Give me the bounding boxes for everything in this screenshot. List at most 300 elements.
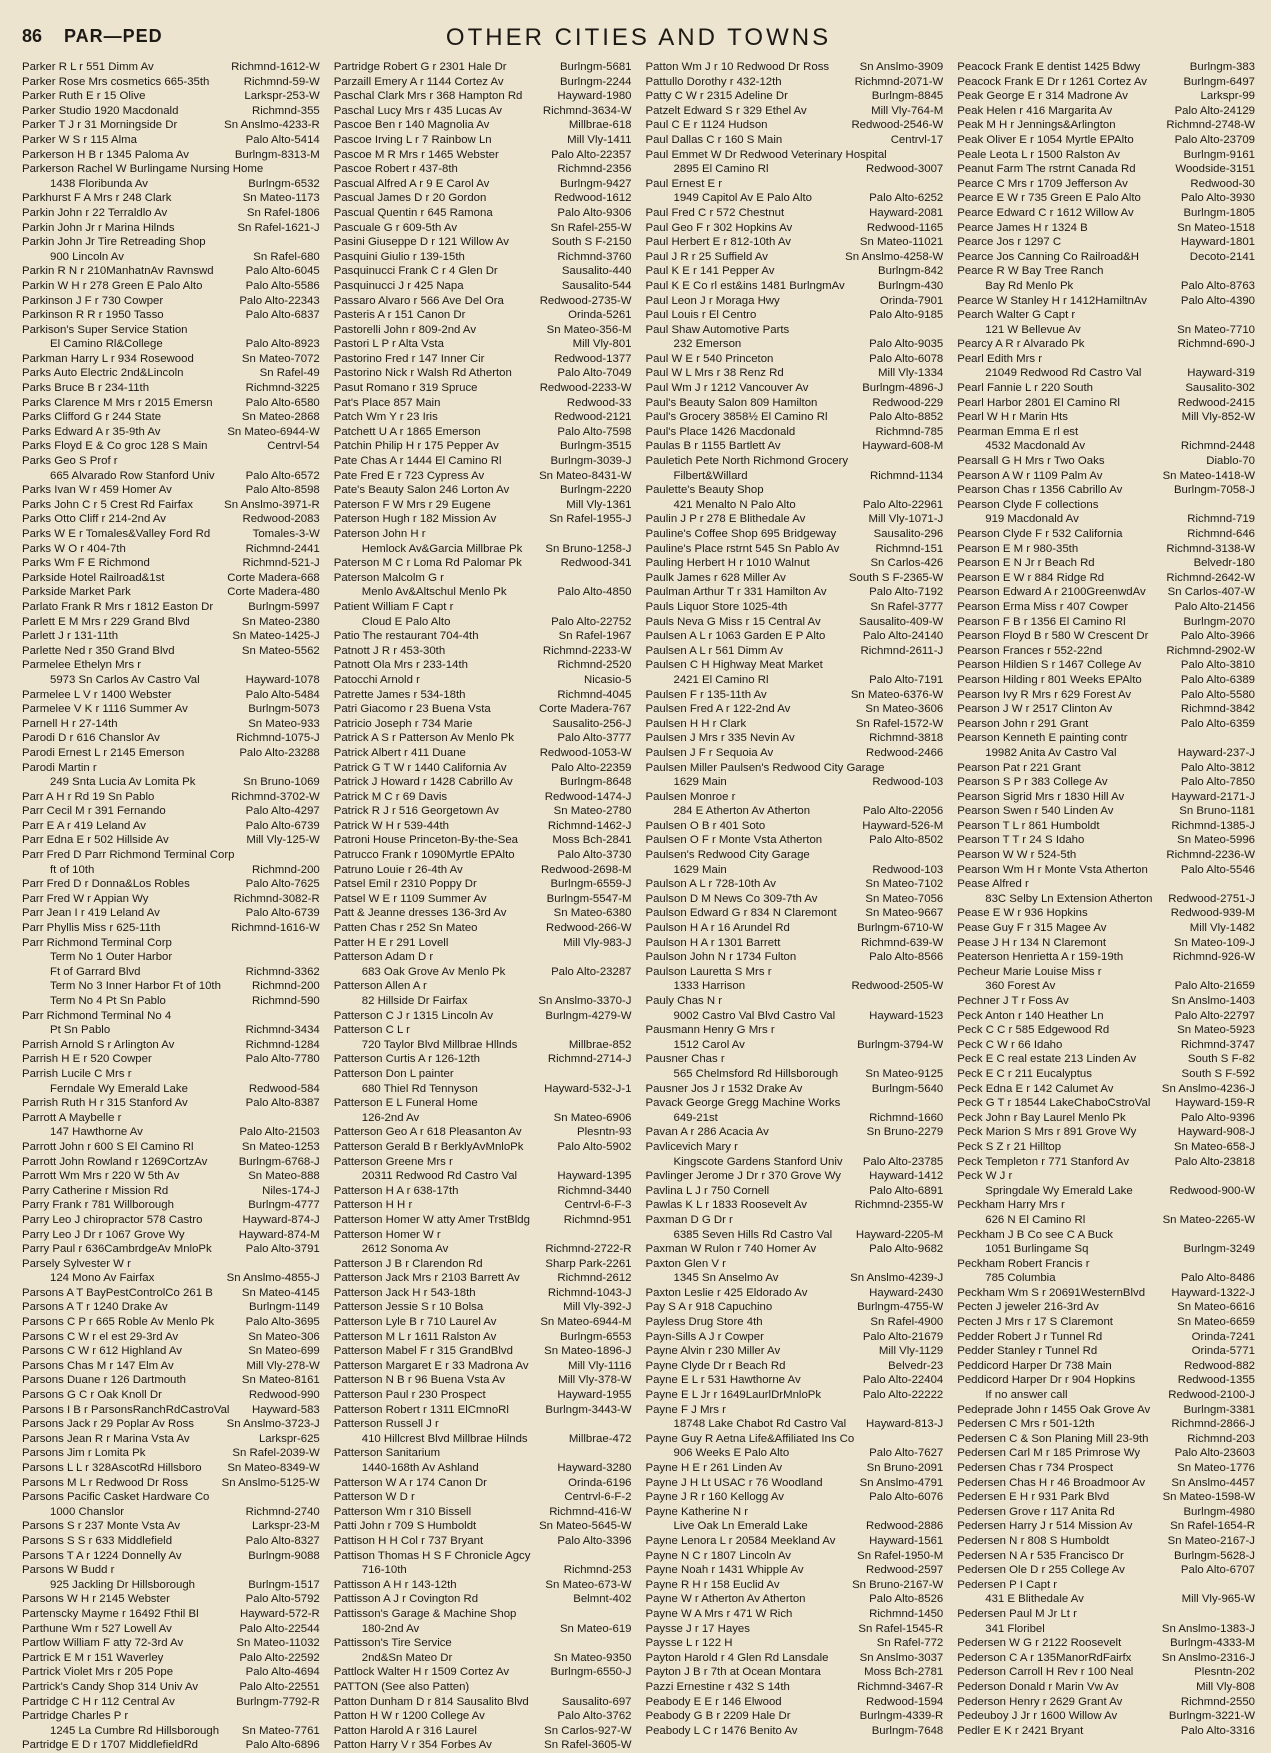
phone-number: Sn Anslmo-4239-J	[850, 1272, 944, 1285]
listing-entry	[646, 571, 944, 586]
listing-name: PATTON (See also Patten)	[333, 1680, 470, 1693]
listing-entry	[957, 1009, 1255, 1024]
listing-entry	[22, 585, 320, 600]
listing-address: 1000 Chanslor	[50, 1505, 125, 1518]
listing-entry	[957, 1344, 1255, 1359]
listing-name: Pearch Walter G Capt r	[957, 309, 1076, 322]
phone-number: Palo Alto-7627	[869, 1447, 944, 1460]
listing-address: 2nd&Sn Mateo Dr	[361, 1651, 453, 1664]
phone-number: Palo Alto-6359	[1180, 717, 1255, 730]
listing-entry	[22, 1009, 320, 1024]
listing-entry	[334, 1184, 632, 1199]
listing-name: Patton Wm J r 10 Redwood Dr Ross	[645, 61, 830, 73]
listing-address: 83C Selby Ln Extension Atherton	[985, 892, 1153, 905]
phone-number: Sn Mateo-3606	[865, 703, 944, 716]
phone-number: Redwood-1355	[1177, 1374, 1255, 1387]
phone-number: Orinda-7241	[1191, 1330, 1255, 1343]
phone-number: Richmnd-2233-W	[542, 644, 632, 657]
listing-entry	[334, 381, 632, 396]
listing-entry	[957, 848, 1255, 863]
phone-number: Palo Alto-4850	[557, 586, 632, 599]
listing-name: Pascual James D r 20 Gordon	[333, 192, 487, 205]
phone-number: Palo Alto-6707	[1180, 1564, 1255, 1577]
phone-number: Palo Alto-24140	[862, 630, 944, 643]
listing-entry	[334, 221, 632, 236]
phone-number: Sn Mateo-699	[248, 1345, 320, 1358]
listing-name: Patzelt Edward S r 329 Ethel Av	[645, 104, 807, 117]
phone-number: Richmnd-1075-J	[236, 732, 320, 745]
listing-entry	[646, 877, 944, 892]
listing-name: Pasquinucci Frank C r 4 Glen Dr	[333, 265, 498, 278]
listing-address: 925 Jackling Dr Hillsborough	[50, 1578, 195, 1591]
listing-continuation	[334, 1038, 632, 1053]
listing-name: Paterson F W Mrs r 29 Eugene	[333, 498, 491, 511]
listing-entry	[957, 162, 1255, 177]
listing-address: If no answer call	[985, 1389, 1068, 1402]
phone-number: Redwood-266-W	[546, 922, 632, 935]
listing-name: Pausner Jos J r 1532 Drake Av	[645, 1082, 803, 1095]
listing-entry	[646, 512, 944, 527]
phone-number: Palo Alto-6891	[869, 1184, 944, 1197]
listing-continuation	[334, 1082, 632, 1097]
phone-number: Richmnd-1284	[245, 1038, 320, 1051]
listing-entry	[646, 454, 944, 469]
listing-name: Patsel Emil r 2310 Poppy Dr	[333, 878, 477, 891]
listing-column-4	[957, 60, 1255, 1753]
listing-entry	[334, 1330, 632, 1345]
listing-entry	[334, 921, 632, 936]
phone-number: Palo Alto-7625	[245, 878, 320, 891]
phone-number: Sn Mateo-2780	[553, 805, 632, 818]
listing-entry	[22, 118, 320, 133]
phone-number: Palo Alto-6739	[245, 819, 320, 832]
phone-number: Corte Madera-668	[227, 571, 320, 584]
phone-number: Burlngm-3794-W	[857, 1038, 944, 1051]
listing-entry	[334, 906, 632, 921]
listing-name: Pease Guy F r 315 Magee Av	[957, 922, 1107, 935]
phone-number: Mill Vly-801	[572, 338, 632, 351]
phone-number: Sn Mateo-6944-M	[540, 1316, 632, 1329]
listing-entry	[957, 702, 1255, 717]
listing-name: Parsons Duane r 126 Dartmouth	[22, 1374, 186, 1387]
phone-number: Redwood-2100-J	[1168, 1389, 1255, 1402]
phone-number: Sn Mateo-11032	[236, 1637, 320, 1650]
listing-name: Payne H E r 261 Linden Av	[645, 1462, 783, 1474]
listing-entry	[957, 1476, 1255, 1491]
phone-number: Burlngm-2244	[559, 75, 632, 88]
phone-number: Millbrae-472	[568, 1432, 632, 1445]
listing-entry	[646, 1344, 944, 1359]
listing-name: Pedersen N r 808 S Humboldt	[957, 1534, 1110, 1547]
listing-address: Cloud E Palo Alto	[361, 615, 451, 628]
listing-name: Pearson W W r 524-5th	[957, 849, 1077, 862]
listing-name: Parry Leo J chiropractor 578 Castro	[22, 1213, 203, 1226]
listing-name: Pearson E N Jr r Beach Rd	[957, 557, 1095, 570]
listing-continuation	[22, 250, 320, 265]
phone-number: Richmnd-3082-R	[233, 892, 320, 905]
phone-number: Mill Vly-808	[1196, 1680, 1255, 1693]
listing-name: Parsons C P r 665 Roble Av Menlo Pk	[22, 1316, 215, 1329]
phone-number: Richmnd-646	[1187, 528, 1255, 540]
listing-name: Paulsen A L r 1063 Garden E P Alto	[645, 630, 826, 643]
listing-address: ft of 10th	[50, 863, 95, 876]
listing-name: Paterson M C r Loma Rd Palomar Pk	[333, 557, 522, 570]
listing-continuation	[646, 1519, 944, 1534]
listing-address: 716-10th	[361, 1564, 407, 1577]
phone-number: Redwood-2121	[554, 411, 632, 424]
listing-name: Paul C E r 1124 Hudson	[645, 119, 768, 132]
listing-name: Parkside Hotel Railroad&1st	[22, 571, 165, 584]
listing-name: Patterson W D r	[333, 1491, 415, 1504]
listing-name: Pauly Chas N r	[645, 995, 723, 1007]
listing-name: Parkin W H r 278 Green E Palo Alto	[22, 279, 203, 292]
listing-entry	[334, 264, 632, 279]
phone-number: Palo Alto-7192	[869, 586, 944, 599]
listing-entry	[22, 1417, 320, 1432]
listing-entry	[22, 1242, 320, 1257]
listing-entry	[22, 1300, 320, 1315]
listing-entry	[334, 118, 632, 133]
listing-entry	[22, 381, 320, 396]
phone-number: Sn Rafel-3605-W	[544, 1739, 632, 1752]
listing-address: 147 Hawthorne Av	[50, 1126, 143, 1139]
listing-entry	[957, 1578, 1255, 1593]
listing-entry	[646, 1023, 944, 1038]
phone-number: Sn Carlos-426	[870, 557, 944, 570]
phone-number: Palo Alto-23709	[1174, 133, 1255, 146]
listing-name: Patterson Homer W r	[333, 1228, 441, 1241]
listing-name: Patterson Jessie S r 10 Bolsa	[333, 1301, 484, 1314]
phone-number: Richmnd-151	[875, 542, 944, 555]
phone-number: Richmnd-2236-W	[1166, 849, 1255, 862]
phone-number: Sn Carlos-927-W	[544, 1724, 632, 1737]
listing-entry	[334, 673, 632, 688]
listing-name: Paul Fred C r 572 Chestnut	[645, 206, 785, 219]
listing-continuation	[22, 1271, 320, 1286]
listing-entry	[334, 1490, 632, 1505]
phone-number: Sn Anslmo-3370-J	[538, 995, 632, 1007]
phone-number: Burlngm-8845	[871, 90, 944, 103]
listing-name: Paxton Glen V r	[645, 1257, 726, 1270]
phone-number: Mill Vly-1361	[566, 498, 632, 511]
phone-number: Sn Mateo-4145	[241, 1286, 320, 1299]
listing-entry	[646, 1724, 944, 1739]
phone-number: Hayward-908-J	[1177, 1126, 1255, 1139]
listing-entry	[646, 352, 944, 367]
listing-column-1	[22, 60, 320, 1753]
listing-name: Pedersen Harry J r 514 Mission Av	[957, 1520, 1133, 1533]
listing-entry	[22, 396, 320, 411]
phone-number: Palo Alto-22056	[862, 805, 944, 818]
phone-number: Palo Alto-7780	[245, 1053, 320, 1066]
phone-number: Mill Vly-392-J	[563, 1301, 632, 1314]
phone-number: Palo Alto-7191	[869, 673, 944, 686]
phone-number: Mill Vly-125-W	[246, 834, 320, 847]
listing-name: Pasquinucci J r 425 Napa	[333, 279, 464, 292]
listing-continuation	[957, 323, 1255, 338]
phone-number: Sn Anslmo-3037	[859, 1651, 944, 1664]
listing-name: Parr Jean I r 419 Leland Av	[22, 907, 160, 920]
listing-entry	[22, 512, 320, 527]
phone-number: Sn Anslmo-2316-J	[1161, 1651, 1255, 1664]
phone-number: Palo Alto-3966	[1180, 630, 1255, 643]
listing-entry	[646, 658, 944, 673]
listing-continuation	[22, 469, 320, 484]
listing-name: Paysse J r 17 Hayes	[645, 1622, 750, 1635]
listing-name: Pastorino Fred r 147 Inner Cir	[333, 352, 485, 365]
listing-name: Pearson J W r 2517 Clinton Av	[957, 703, 1113, 716]
phone-number: Richmnd-3225	[245, 382, 320, 395]
listing-entry	[957, 1038, 1255, 1053]
phone-number: Palo Alto-6837	[245, 309, 320, 322]
listing-address: Term No 4 Pt Sn Pablo	[50, 995, 166, 1007]
listing-entry	[334, 250, 632, 265]
listing-name: Payton J B r 7th at Ocean Montara	[645, 1666, 821, 1679]
listing-entry	[957, 308, 1255, 323]
listing-name: Patty C W r 2315 Adeline Dr	[645, 90, 788, 103]
phone-number: Richmnd-2611-J	[860, 644, 944, 657]
listing-entry	[957, 761, 1255, 776]
listing-continuation	[334, 1432, 632, 1447]
listing-name: Pederson Donald r Marin Vw Av	[957, 1680, 1119, 1693]
phone-number: Richmnd-719	[1187, 513, 1255, 526]
listing-name: Parsons Chas M r 147 Elm Av	[22, 1359, 174, 1372]
listing-entry	[957, 965, 1255, 980]
listing-name: Pease J H r 134 N Claremont	[957, 936, 1107, 949]
listing-entry	[957, 644, 1255, 659]
listing-entry	[22, 1169, 320, 1184]
phone-number: Richmnd-2355-W	[854, 1199, 944, 1212]
listing-entry	[646, 615, 944, 630]
listing-name: Pedersen Ole D r 255 College Av	[957, 1564, 1125, 1577]
listing-name: Peckham J B Co see C A Buck	[957, 1228, 1113, 1241]
phone-number: Burlngm-2070	[1183, 615, 1255, 628]
phone-number: Palo Alto-5792	[245, 1593, 320, 1606]
listing-entry	[334, 396, 632, 411]
listing-entry	[957, 352, 1255, 367]
listing-continuation	[646, 1111, 944, 1126]
listing-name: Parr Richmond Terminal Corp	[22, 936, 172, 949]
listing-entry	[334, 1344, 632, 1359]
listing-name: Peck John r Bay Laurel Menlo Pk	[957, 1111, 1126, 1124]
listing-entry	[22, 162, 320, 177]
listing-continuation	[334, 542, 632, 557]
listing-continuation	[646, 863, 944, 878]
listing-entry	[957, 731, 1255, 746]
listing-entry	[957, 1651, 1255, 1666]
listing-address: 2895 El Camino Rl	[673, 163, 769, 176]
phone-number: Palo Alto-5414	[245, 133, 320, 146]
listing-entry	[22, 483, 320, 498]
listing-entry	[22, 264, 320, 279]
phone-number: Redwood-229	[872, 396, 944, 409]
listing-entry	[334, 1636, 632, 1651]
phone-number: Decoto-2141	[1189, 250, 1255, 263]
phone-number: Sausalito-409-W	[859, 615, 944, 628]
phone-number: Richmnd-3818	[869, 732, 944, 745]
listing-address: Hemlock Av&Garcia Millbrae Pk	[361, 542, 523, 555]
phone-number: Richmnd-416-W	[549, 1505, 632, 1518]
listing-name: Parkin John Jr r Marina Hilnds	[22, 221, 175, 234]
phone-number: Sn Mateo-1776	[1177, 1462, 1255, 1474]
listing-entry	[957, 1052, 1255, 1067]
phone-number: Sn Mateo-1896-J	[544, 1345, 632, 1358]
listing-continuation	[957, 1184, 1255, 1199]
listing-entry	[22, 1388, 320, 1403]
listing-entry	[957, 790, 1255, 805]
listing-entry	[22, 1549, 320, 1564]
phone-number: Redwood-2546-W	[851, 119, 944, 132]
listing-entry	[646, 294, 944, 309]
listing-name: Pat's Place 857 Main	[333, 396, 441, 409]
phone-number: Sn Anslmo-3909	[859, 61, 944, 73]
listing-entry	[22, 1359, 320, 1374]
listing-address: 2421 El Camino Rl	[673, 673, 769, 686]
phone-number: Palo Alto-6078	[869, 352, 944, 365]
listing-name: Paulin J P r 278 E Blithedale Av	[645, 513, 806, 526]
listing-continuation	[957, 746, 1255, 761]
listing-entry	[334, 1359, 632, 1374]
listing-entry	[646, 1257, 944, 1272]
listing-address: Ferndale Wy Emerald Lake	[50, 1082, 188, 1095]
listing-entry	[334, 863, 632, 878]
phone-number: Richmnd-2866-J	[1171, 1418, 1255, 1431]
phone-number: Sn Mateo-1518	[1177, 221, 1255, 234]
listing-name: Parry Leo J Dr r 1067 Grove Wy	[22, 1228, 185, 1241]
phone-number: Burlngm-7648	[871, 1724, 944, 1737]
phone-number: Richmnd-2740	[245, 1505, 320, 1518]
listing-name: Pedder Stanley r Tunnel Rd	[957, 1345, 1098, 1358]
listing-continuation	[334, 585, 632, 600]
listing-column-3	[646, 60, 944, 1753]
phone-number: Sn Mateo-9667	[865, 907, 944, 920]
phone-number: Redwood-882	[1184, 1359, 1255, 1372]
listing-name: Payne Noah r 1431 Whipple Av	[645, 1564, 804, 1577]
phone-number: Palo Alto-4694	[245, 1666, 320, 1679]
listing-entry	[22, 221, 320, 236]
listing-entry	[334, 950, 632, 965]
phone-number: Richmnd-355	[252, 104, 320, 117]
listing-name: Peck Edna E r 142 Calumet Av	[957, 1082, 1114, 1095]
phone-number: Centrvl-54	[267, 440, 320, 453]
listing-name: Peabody E E r 146 Elwood	[645, 1695, 782, 1708]
listing-entry	[646, 819, 944, 834]
listing-entry	[334, 1446, 632, 1461]
phone-number: South S F-82	[1187, 1053, 1255, 1066]
phone-number: Palo Alto-3396	[557, 1534, 632, 1547]
phone-number: Sn Rafel-1545-R	[858, 1622, 944, 1635]
phone-number: Sn Mateo-1418-W	[1162, 469, 1255, 482]
phone-number: Palo Alto-5586	[245, 279, 320, 292]
listing-entry	[646, 1534, 944, 1549]
listing-name: Pecten J jeweler 216-3rd Av	[957, 1301, 1099, 1314]
listing-name: Paulsen A L r 561 Dimm Av	[645, 644, 783, 657]
listing-name: Pauls Liquor Store 1025-4th	[645, 600, 788, 613]
phone-number: Hayward-159-R	[1175, 1097, 1255, 1110]
phone-number: Palo Alto-6252	[869, 192, 944, 205]
listing-name: Paulsen Monroe r	[645, 790, 736, 803]
listing-name: Parsons Jean R r Marina Vsta Av	[22, 1432, 190, 1445]
listing-entry	[646, 585, 944, 600]
phone-number: South S F-2150	[551, 236, 632, 249]
listing-name: Patterson Geo A r 618 Pleasanton Av	[333, 1126, 522, 1139]
phone-number: Hayward-319	[1187, 367, 1255, 380]
phone-number: Burlngm-4980	[1183, 1505, 1255, 1518]
phone-number: Redwood-584	[248, 1082, 320, 1095]
listing-name: Patrick A S r Patterson Av Menlo Pk	[333, 732, 514, 745]
phone-number: Hayward-608-M	[862, 440, 944, 453]
listing-entry	[646, 177, 944, 192]
listing-name: Peck C C r 585 Edgewood Rd	[957, 1024, 1110, 1037]
listing-entry	[646, 994, 944, 1009]
listing-entry	[334, 892, 632, 907]
listing-entry	[646, 527, 944, 542]
listing-name: Peak Helen r 416 Margarita Av	[957, 104, 1113, 117]
listing-name: Peck E C r 211 Eucalyptus	[957, 1067, 1092, 1080]
listing-entry	[646, 235, 944, 250]
listing-address: 341 Floribel	[985, 1622, 1045, 1635]
listing-entry	[22, 848, 320, 863]
listing-name: Parrott A Maybelle r	[22, 1111, 122, 1124]
listing-name: Parsons W H r 2145 Webster	[22, 1593, 170, 1606]
listing-entry	[957, 936, 1255, 951]
listing-continuation	[22, 673, 320, 688]
listing-entry	[646, 1125, 944, 1140]
phone-number: Burlngm-6497	[1183, 75, 1255, 88]
listing-address: Term No 3 Inner Harbor Ft of 10th	[50, 980, 221, 993]
phone-number: Sn Mateo-6376-W	[850, 688, 944, 701]
listing-entry	[646, 425, 944, 440]
page-title: OTHER CITIES AND TOWNS	[445, 24, 832, 51]
listing-name: Pearson Kenneth E painting contr	[957, 732, 1128, 745]
listing-entry	[957, 994, 1255, 1009]
phone-number: Palo Alto-9185	[869, 309, 944, 322]
listing-entry	[22, 498, 320, 513]
phone-number: Sausalito-544	[561, 279, 632, 292]
listing-name: Pascoe Ben r 140 Magnolia Av	[333, 119, 490, 132]
listing-entry	[22, 1695, 320, 1710]
listing-entry	[334, 1724, 632, 1739]
phone-number: Burlngm-3381	[1183, 1403, 1255, 1416]
listing-entry	[957, 1665, 1255, 1680]
listing-entry	[22, 1651, 320, 1666]
phone-number: Richmnd-690-J	[1177, 338, 1255, 351]
listing-entry	[22, 1476, 320, 1491]
listing-entry	[22, 1373, 320, 1388]
listing-entry	[646, 936, 944, 951]
listing-name: Patt & Jeanne dresses 136-3rd Av	[333, 907, 507, 920]
phone-number: Sn Mateo-2380	[241, 615, 320, 628]
listing-entry	[22, 1096, 320, 1111]
listing-entry	[957, 177, 1255, 192]
phone-number: Richmnd-203	[1187, 1432, 1255, 1445]
listing-address: Kingscote Gardens Stanford Univ	[673, 1155, 843, 1168]
listing-entry	[334, 1505, 632, 1520]
listing-entry	[334, 688, 632, 703]
phone-number: Sn Anslmo-4233-R	[224, 119, 320, 132]
phone-number: Redwood-30	[1190, 177, 1255, 190]
listing-entry	[22, 1461, 320, 1476]
listing-name: Pearce R W Bay Tree Ranch	[957, 265, 1104, 278]
phone-number: Sn Mateo-619	[559, 1622, 632, 1635]
listing-name: Parsons Jim r Lomita Pk	[22, 1447, 146, 1460]
phone-number: Palo Alto-6572	[245, 469, 320, 482]
listing-name: Pavlina L J r 750 Cornell	[645, 1184, 770, 1197]
phone-number: Plesntn-202	[1194, 1666, 1255, 1679]
listing-name: Peck Anton r 140 Heather Ln	[957, 1009, 1104, 1022]
phone-number: Sn Anslmo-5125-W	[221, 1476, 320, 1489]
listing-name: Paulsen J Mrs r 335 Nevin Av	[645, 732, 795, 745]
